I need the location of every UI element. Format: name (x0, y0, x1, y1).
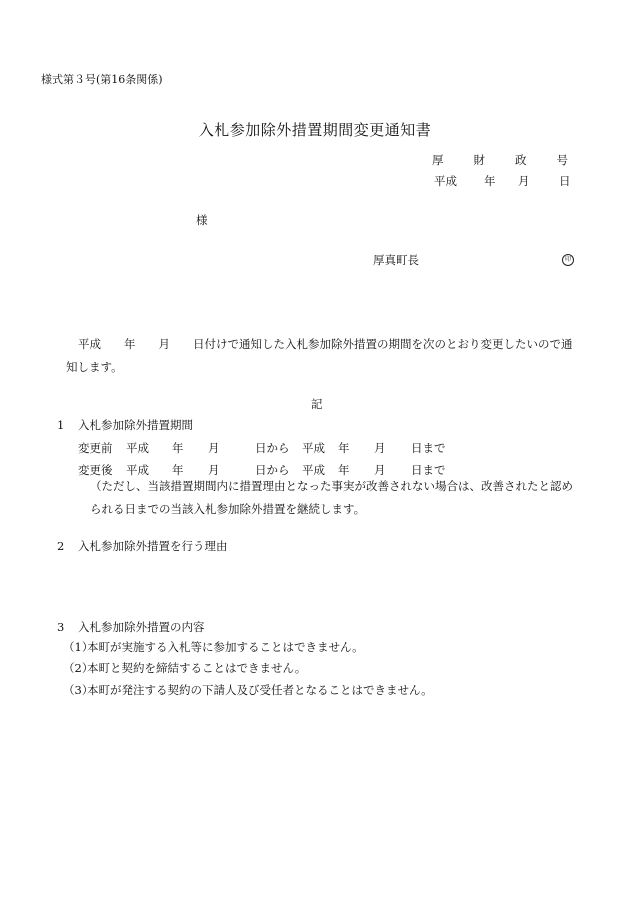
section-number: 1 (57, 418, 65, 432)
document-number-part: 政 (515, 153, 527, 167)
period-from: 日から (255, 463, 290, 477)
period-month: 月 (208, 441, 220, 455)
content-item-text: 本町が実施する入札等に参加することはできません。 (87, 640, 364, 654)
period-month: 月 (208, 463, 220, 477)
date-month: 月 (518, 174, 530, 188)
content-item (63, 661, 306, 677)
period-before-row (78, 441, 446, 457)
document-number (432, 153, 568, 169)
date-day: 日 (559, 174, 571, 188)
content-item-number: （3） (63, 683, 94, 697)
period-year: 年 (172, 441, 184, 455)
date-year: 年 (484, 174, 496, 188)
period-label: 変更後 (78, 463, 113, 477)
ki-heading: 記 (311, 397, 323, 411)
section-title: 入札参加除外措置の内容 (78, 620, 205, 634)
period-month: 月 (374, 441, 386, 455)
section-2-heading (57, 539, 228, 555)
period-until: 日まで (411, 463, 446, 477)
section-title: 入札参加除外措置期間 (78, 418, 193, 432)
section-number: 3 (57, 620, 65, 634)
period-era: 平成 (302, 463, 325, 477)
period-until: 日まで (411, 441, 446, 455)
body-line-2: 知します。 (66, 360, 123, 374)
section-title: 入札参加除外措置を行う理由 (78, 539, 228, 553)
content-item (63, 683, 433, 699)
period-era: 平成 (126, 463, 149, 477)
document-number-part: 厚 (432, 153, 444, 167)
issuer-name: 厚真町長 (373, 253, 419, 267)
section-1-heading (57, 418, 193, 434)
content-item (63, 640, 364, 656)
period-year: 年 (338, 463, 350, 477)
content-item-number: （1） (63, 640, 94, 654)
continuation-note (90, 475, 590, 521)
period-era: 平成 (126, 441, 149, 455)
period-year: 年 (338, 441, 350, 455)
note-line-2: られる日までの当該入札参加除外措置を継続します。 (90, 502, 366, 516)
period-year: 年 (172, 463, 184, 477)
seal-mark: 印 (562, 254, 574, 266)
form-number: 様式第３号(第16条関係) (41, 73, 163, 86)
period-label: 変更前 (78, 441, 113, 455)
content-item-number: （2） (63, 661, 94, 675)
body-line-1: 平成 年 月 日付けで通知した入札参加除外措置の期間を次のとおり変更したいので通 (78, 337, 573, 351)
period-from: 日から (255, 441, 290, 455)
date-era: 平成 (434, 174, 457, 188)
content-item-text: 本町と契約を締結することはできません。 (87, 661, 307, 675)
section-3-heading (57, 620, 205, 636)
document-number-part: 財 (473, 153, 485, 167)
section-number: 2 (57, 539, 65, 553)
period-month: 月 (374, 463, 386, 477)
document-title: 入札参加除外措置期間変更通知書 (198, 121, 432, 139)
note-line-1: （ただし、当該措置期間内に措置理由となった事実が改善されない場合は、改善されたと認め (90, 479, 573, 493)
addressee-suffix: 様 (196, 213, 208, 227)
period-era: 平成 (302, 441, 325, 455)
body-paragraph (66, 333, 596, 379)
document-number-part: 号 (556, 153, 568, 167)
content-item-text: 本町が発注する契約の下請人及び受任者となることはできません。 (87, 683, 433, 697)
document-date (434, 174, 571, 190)
